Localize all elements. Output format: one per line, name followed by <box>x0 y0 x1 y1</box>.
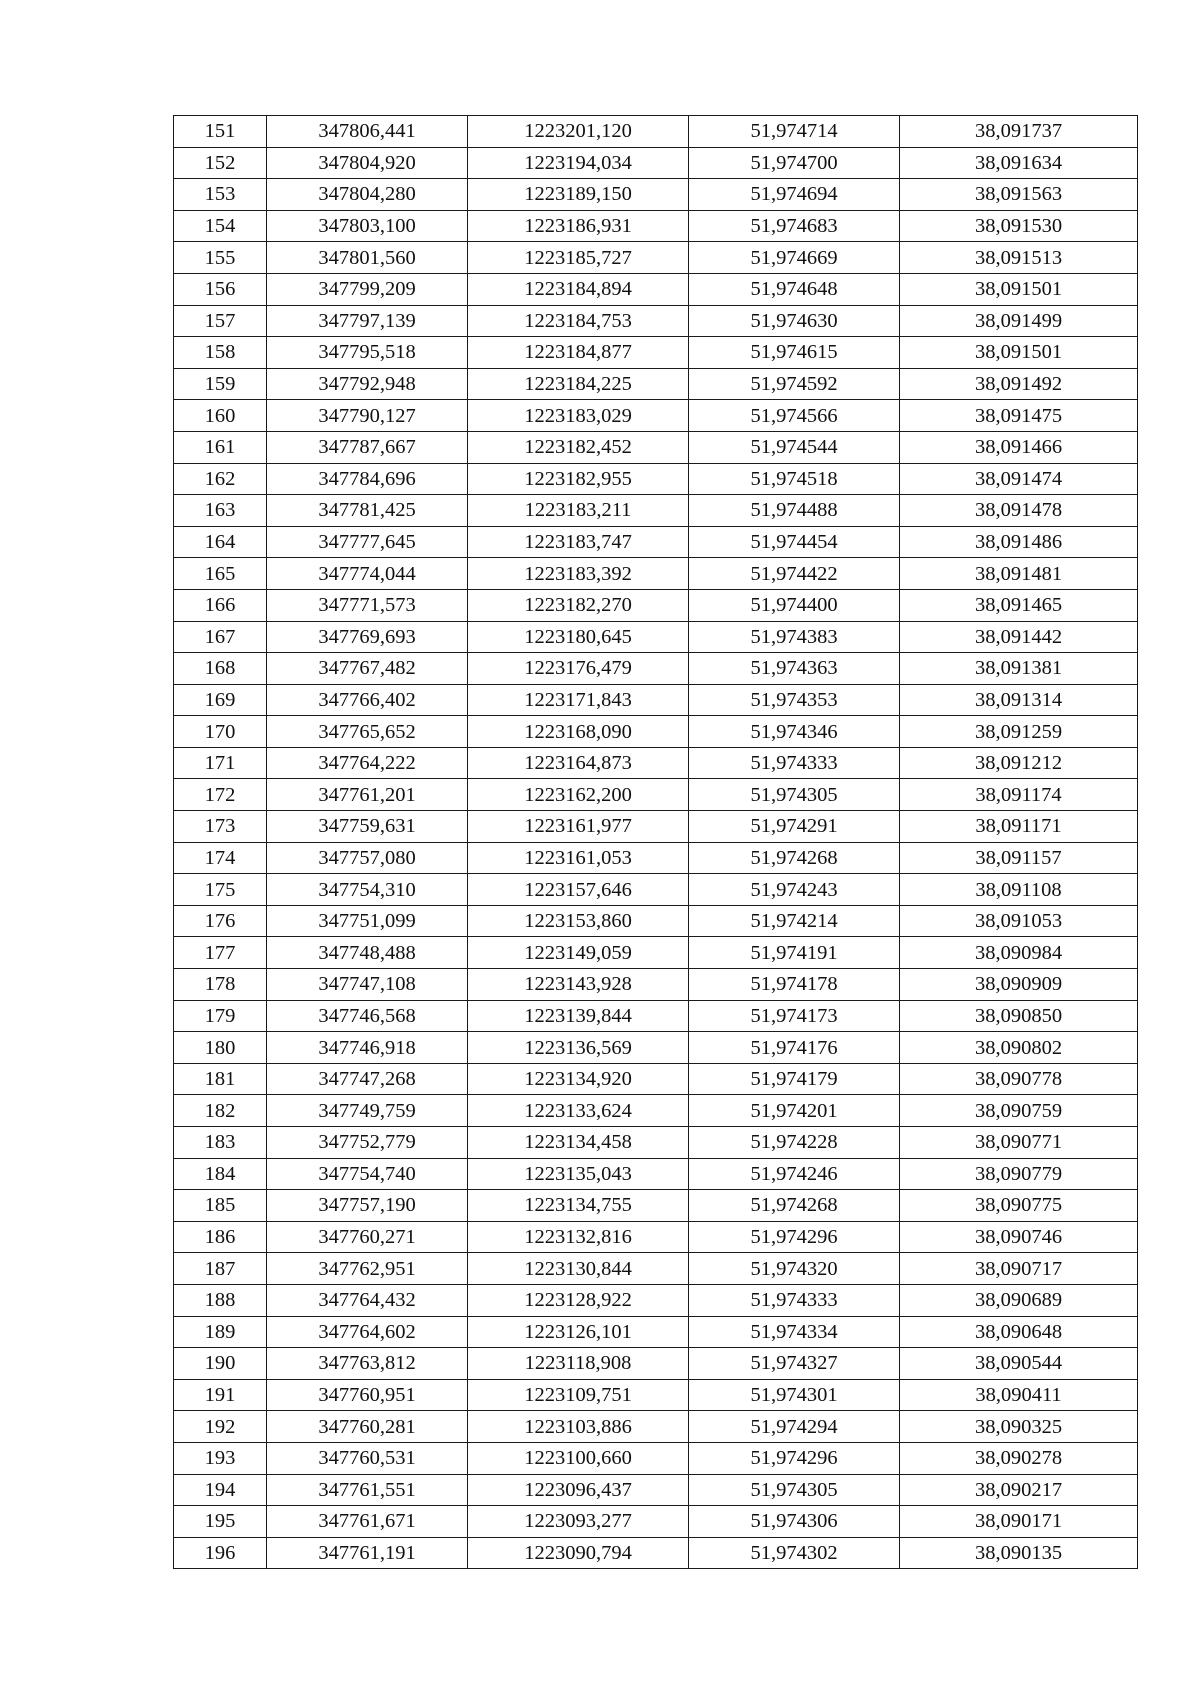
y-coordinate-cell: 1223182,270 <box>468 589 689 621</box>
y-coordinate-cell: 1223134,755 <box>468 1190 689 1222</box>
y-coordinate-cell: 1223135,043 <box>468 1158 689 1190</box>
x-coordinate-cell: 347749,759 <box>267 1095 468 1127</box>
latitude-cell: 51,974544 <box>689 431 900 463</box>
longitude-cell: 38,090802 <box>900 1032 1138 1064</box>
point-number-cell: 178 <box>174 969 267 1001</box>
point-number-cell: 161 <box>174 431 267 463</box>
point-number-cell: 153 <box>174 179 267 211</box>
point-number-cell: 174 <box>174 842 267 874</box>
longitude-cell: 38,091737 <box>900 116 1138 148</box>
table-row <box>174 874 1138 906</box>
point-number-cell: 157 <box>174 305 267 337</box>
y-coordinate-cell: 1223149,059 <box>468 937 689 969</box>
y-coordinate-cell: 1223171,843 <box>468 684 689 716</box>
table-row <box>174 1506 1138 1538</box>
latitude-cell: 51,974268 <box>689 1190 900 1222</box>
latitude-cell: 51,974714 <box>689 116 900 148</box>
x-coordinate-cell: 347766,402 <box>267 684 468 716</box>
y-coordinate-cell: 1223096,437 <box>468 1474 689 1506</box>
latitude-cell: 51,974301 <box>689 1379 900 1411</box>
latitude-cell: 51,974566 <box>689 400 900 432</box>
table-row <box>174 1000 1138 1032</box>
y-coordinate-cell: 1223134,920 <box>468 1063 689 1095</box>
longitude-cell: 38,091501 <box>900 273 1138 305</box>
table-row <box>174 558 1138 590</box>
x-coordinate-cell: 347764,222 <box>267 747 468 779</box>
table-row <box>174 779 1138 811</box>
y-coordinate-cell: 1223182,955 <box>468 463 689 495</box>
x-coordinate-cell: 347804,280 <box>267 179 468 211</box>
x-coordinate-cell: 347754,740 <box>267 1158 468 1190</box>
x-coordinate-cell: 347764,602 <box>267 1316 468 1348</box>
y-coordinate-cell: 1223128,922 <box>468 1284 689 1316</box>
longitude-cell: 38,090775 <box>900 1190 1138 1222</box>
y-coordinate-cell: 1223184,894 <box>468 273 689 305</box>
longitude-cell: 38,090648 <box>900 1316 1138 1348</box>
y-coordinate-cell: 1223161,977 <box>468 811 689 843</box>
x-coordinate-cell: 347799,209 <box>267 273 468 305</box>
latitude-cell: 51,974294 <box>689 1411 900 1443</box>
table-row <box>174 1063 1138 1095</box>
table-row <box>174 1158 1138 1190</box>
point-number-cell: 186 <box>174 1221 267 1253</box>
point-number-cell: 193 <box>174 1442 267 1474</box>
latitude-cell: 51,974488 <box>689 495 900 527</box>
longitude-cell: 38,090850 <box>900 1000 1138 1032</box>
x-coordinate-cell: 347769,693 <box>267 621 468 653</box>
latitude-cell: 51,974615 <box>689 337 900 369</box>
longitude-cell: 38,091442 <box>900 621 1138 653</box>
table-row <box>174 1032 1138 1064</box>
point-number-cell: 168 <box>174 653 267 685</box>
point-number-cell: 180 <box>174 1032 267 1064</box>
x-coordinate-cell: 347760,531 <box>267 1442 468 1474</box>
latitude-cell: 51,974327 <box>689 1348 900 1380</box>
y-coordinate-cell: 1223126,101 <box>468 1316 689 1348</box>
x-coordinate-cell: 347806,441 <box>267 116 468 148</box>
latitude-cell: 51,974346 <box>689 716 900 748</box>
longitude-cell: 38,091474 <box>900 463 1138 495</box>
latitude-cell: 51,974353 <box>689 684 900 716</box>
longitude-cell: 38,090325 <box>900 1411 1138 1443</box>
longitude-cell: 38,091466 <box>900 431 1138 463</box>
y-coordinate-cell: 1223183,747 <box>468 526 689 558</box>
table-row <box>174 1411 1138 1443</box>
table-row <box>174 495 1138 527</box>
longitude-cell: 38,091501 <box>900 337 1138 369</box>
point-number-cell: 182 <box>174 1095 267 1127</box>
latitude-cell: 51,974630 <box>689 305 900 337</box>
latitude-cell: 51,974363 <box>689 653 900 685</box>
y-coordinate-cell: 1223109,751 <box>468 1379 689 1411</box>
table-row <box>174 842 1138 874</box>
point-number-cell: 167 <box>174 621 267 653</box>
y-coordinate-cell: 1223182,452 <box>468 431 689 463</box>
x-coordinate-cell: 347760,951 <box>267 1379 468 1411</box>
point-number-cell: 188 <box>174 1284 267 1316</box>
latitude-cell: 51,974296 <box>689 1442 900 1474</box>
x-coordinate-cell: 347757,190 <box>267 1190 468 1222</box>
table-row <box>174 937 1138 969</box>
table-row <box>174 1127 1138 1159</box>
longitude-cell: 38,091108 <box>900 874 1138 906</box>
latitude-cell: 51,974333 <box>689 1284 900 1316</box>
table-row <box>174 337 1138 369</box>
y-coordinate-cell: 1223201,120 <box>468 116 689 148</box>
latitude-cell: 51,974669 <box>689 242 900 274</box>
y-coordinate-cell: 1223194,034 <box>468 147 689 179</box>
longitude-cell: 38,091492 <box>900 368 1138 400</box>
longitude-cell: 38,091314 <box>900 684 1138 716</box>
longitude-cell: 38,090746 <box>900 1221 1138 1253</box>
point-number-cell: 162 <box>174 463 267 495</box>
latitude-cell: 51,974302 <box>689 1537 900 1569</box>
x-coordinate-cell: 347761,551 <box>267 1474 468 1506</box>
x-coordinate-cell: 347765,652 <box>267 716 468 748</box>
y-coordinate-cell: 1223133,624 <box>468 1095 689 1127</box>
x-coordinate-cell: 347746,568 <box>267 1000 468 1032</box>
point-number-cell: 187 <box>174 1253 267 1285</box>
longitude-cell: 38,090135 <box>900 1537 1138 1569</box>
x-coordinate-cell: 347754,310 <box>267 874 468 906</box>
x-coordinate-cell: 347792,948 <box>267 368 468 400</box>
longitude-cell: 38,091530 <box>900 210 1138 242</box>
latitude-cell: 51,974296 <box>689 1221 900 1253</box>
x-coordinate-cell: 347777,645 <box>267 526 468 558</box>
longitude-cell: 38,091174 <box>900 779 1138 811</box>
point-number-cell: 173 <box>174 811 267 843</box>
longitude-cell: 38,091157 <box>900 842 1138 874</box>
table-row <box>174 1348 1138 1380</box>
x-coordinate-cell: 347764,432 <box>267 1284 468 1316</box>
latitude-cell: 51,974320 <box>689 1253 900 1285</box>
x-coordinate-cell: 347761,191 <box>267 1537 468 1569</box>
y-coordinate-cell: 1223185,727 <box>468 242 689 274</box>
y-coordinate-cell: 1223183,392 <box>468 558 689 590</box>
latitude-cell: 51,974518 <box>689 463 900 495</box>
y-coordinate-cell: 1223184,753 <box>468 305 689 337</box>
x-coordinate-cell: 347774,044 <box>267 558 468 590</box>
x-coordinate-cell: 347757,080 <box>267 842 468 874</box>
x-coordinate-cell: 347787,667 <box>267 431 468 463</box>
x-coordinate-cell: 347763,812 <box>267 1348 468 1380</box>
table-row <box>174 431 1138 463</box>
latitude-cell: 51,974306 <box>689 1506 900 1538</box>
x-coordinate-cell: 347759,631 <box>267 811 468 843</box>
point-number-cell: 195 <box>174 1506 267 1538</box>
latitude-cell: 51,974383 <box>689 621 900 653</box>
point-number-cell: 170 <box>174 716 267 748</box>
y-coordinate-cell: 1223162,200 <box>468 779 689 811</box>
point-number-cell: 166 <box>174 589 267 621</box>
x-coordinate-cell: 347803,100 <box>267 210 468 242</box>
y-coordinate-cell: 1223153,860 <box>468 905 689 937</box>
coordinates-table-body <box>174 116 1138 1569</box>
table-row <box>174 1095 1138 1127</box>
y-coordinate-cell: 1223118,908 <box>468 1348 689 1380</box>
y-coordinate-cell: 1223132,816 <box>468 1221 689 1253</box>
table-row <box>174 116 1138 148</box>
latitude-cell: 51,974305 <box>689 1474 900 1506</box>
longitude-cell: 38,090171 <box>900 1506 1138 1538</box>
latitude-cell: 51,974592 <box>689 368 900 400</box>
latitude-cell: 51,974694 <box>689 179 900 211</box>
y-coordinate-cell: 1223157,646 <box>468 874 689 906</box>
latitude-cell: 51,974246 <box>689 1158 900 1190</box>
longitude-cell: 38,091513 <box>900 242 1138 274</box>
longitude-cell: 38,091634 <box>900 147 1138 179</box>
table-row <box>174 1379 1138 1411</box>
longitude-cell: 38,091053 <box>900 905 1138 937</box>
x-coordinate-cell: 347762,951 <box>267 1253 468 1285</box>
y-coordinate-cell: 1223093,277 <box>468 1506 689 1538</box>
y-coordinate-cell: 1223090,794 <box>468 1537 689 1569</box>
table-row <box>174 368 1138 400</box>
point-number-cell: 177 <box>174 937 267 969</box>
y-coordinate-cell: 1223139,844 <box>468 1000 689 1032</box>
point-number-cell: 190 <box>174 1348 267 1380</box>
y-coordinate-cell: 1223161,053 <box>468 842 689 874</box>
point-number-cell: 175 <box>174 874 267 906</box>
point-number-cell: 152 <box>174 147 267 179</box>
x-coordinate-cell: 347747,108 <box>267 969 468 1001</box>
latitude-cell: 51,974201 <box>689 1095 900 1127</box>
latitude-cell: 51,974243 <box>689 874 900 906</box>
table-row <box>174 905 1138 937</box>
table-row <box>174 747 1138 779</box>
longitude-cell: 38,091171 <box>900 811 1138 843</box>
y-coordinate-cell: 1223143,928 <box>468 969 689 1001</box>
longitude-cell: 38,091259 <box>900 716 1138 748</box>
longitude-cell: 38,090544 <box>900 1348 1138 1380</box>
table-row <box>174 716 1138 748</box>
y-coordinate-cell: 1223134,458 <box>468 1127 689 1159</box>
x-coordinate-cell: 347795,518 <box>267 337 468 369</box>
table-row <box>174 273 1138 305</box>
table-row <box>174 242 1138 274</box>
coordinates-table <box>173 115 1138 1569</box>
longitude-cell: 38,091481 <box>900 558 1138 590</box>
x-coordinate-cell: 347746,918 <box>267 1032 468 1064</box>
table-row <box>174 684 1138 716</box>
longitude-cell: 38,090909 <box>900 969 1138 1001</box>
longitude-cell: 38,090411 <box>900 1379 1138 1411</box>
table-row <box>174 1316 1138 1348</box>
y-coordinate-cell: 1223180,645 <box>468 621 689 653</box>
point-number-cell: 176 <box>174 905 267 937</box>
x-coordinate-cell: 347761,671 <box>267 1506 468 1538</box>
latitude-cell: 51,974700 <box>689 147 900 179</box>
x-coordinate-cell: 347761,201 <box>267 779 468 811</box>
table-row <box>174 400 1138 432</box>
table-row <box>174 589 1138 621</box>
longitude-cell: 38,091478 <box>900 495 1138 527</box>
longitude-cell: 38,091499 <box>900 305 1138 337</box>
x-coordinate-cell: 347747,268 <box>267 1063 468 1095</box>
latitude-cell: 51,974683 <box>689 210 900 242</box>
point-number-cell: 192 <box>174 1411 267 1443</box>
x-coordinate-cell: 347760,271 <box>267 1221 468 1253</box>
table-row <box>174 526 1138 558</box>
longitude-cell: 38,091486 <box>900 526 1138 558</box>
table-row <box>174 1474 1138 1506</box>
table-row <box>174 1190 1138 1222</box>
y-coordinate-cell: 1223130,844 <box>468 1253 689 1285</box>
point-number-cell: 196 <box>174 1537 267 1569</box>
point-number-cell: 154 <box>174 210 267 242</box>
point-number-cell: 158 <box>174 337 267 369</box>
point-number-cell: 169 <box>174 684 267 716</box>
longitude-cell: 38,090717 <box>900 1253 1138 1285</box>
longitude-cell: 38,090779 <box>900 1158 1138 1190</box>
y-coordinate-cell: 1223176,479 <box>468 653 689 685</box>
y-coordinate-cell: 1223100,660 <box>468 1442 689 1474</box>
point-number-cell: 179 <box>174 1000 267 1032</box>
y-coordinate-cell: 1223136,569 <box>468 1032 689 1064</box>
table-row <box>174 811 1138 843</box>
longitude-cell: 38,091563 <box>900 179 1138 211</box>
point-number-cell: 156 <box>174 273 267 305</box>
y-coordinate-cell: 1223184,877 <box>468 337 689 369</box>
point-number-cell: 194 <box>174 1474 267 1506</box>
y-coordinate-cell: 1223103,886 <box>468 1411 689 1443</box>
longitude-cell: 38,090778 <box>900 1063 1138 1095</box>
longitude-cell: 38,091212 <box>900 747 1138 779</box>
x-coordinate-cell: 347784,696 <box>267 463 468 495</box>
longitude-cell: 38,090689 <box>900 1284 1138 1316</box>
latitude-cell: 51,974454 <box>689 526 900 558</box>
latitude-cell: 51,974191 <box>689 937 900 969</box>
table-row <box>174 305 1138 337</box>
x-coordinate-cell: 347771,573 <box>267 589 468 621</box>
x-coordinate-cell: 347790,127 <box>267 400 468 432</box>
latitude-cell: 51,974305 <box>689 779 900 811</box>
table-row <box>174 210 1138 242</box>
table-row <box>174 969 1138 1001</box>
y-coordinate-cell: 1223184,225 <box>468 368 689 400</box>
latitude-cell: 51,974400 <box>689 589 900 621</box>
table-row <box>174 653 1138 685</box>
longitude-cell: 38,091465 <box>900 589 1138 621</box>
latitude-cell: 51,974178 <box>689 969 900 1001</box>
point-number-cell: 172 <box>174 779 267 811</box>
point-number-cell: 151 <box>174 116 267 148</box>
y-coordinate-cell: 1223183,029 <box>468 400 689 432</box>
latitude-cell: 51,974176 <box>689 1032 900 1064</box>
x-coordinate-cell: 347752,779 <box>267 1127 468 1159</box>
table-row <box>174 1221 1138 1253</box>
longitude-cell: 38,091381 <box>900 653 1138 685</box>
latitude-cell: 51,974648 <box>689 273 900 305</box>
point-number-cell: 163 <box>174 495 267 527</box>
latitude-cell: 51,974173 <box>689 1000 900 1032</box>
table-row <box>174 147 1138 179</box>
point-number-cell: 184 <box>174 1158 267 1190</box>
x-coordinate-cell: 347760,281 <box>267 1411 468 1443</box>
latitude-cell: 51,974291 <box>689 811 900 843</box>
point-number-cell: 191 <box>174 1379 267 1411</box>
point-number-cell: 159 <box>174 368 267 400</box>
point-number-cell: 155 <box>174 242 267 274</box>
y-coordinate-cell: 1223168,090 <box>468 716 689 748</box>
latitude-cell: 51,974228 <box>689 1127 900 1159</box>
point-number-cell: 165 <box>174 558 267 590</box>
latitude-cell: 51,974334 <box>689 1316 900 1348</box>
latitude-cell: 51,974214 <box>689 905 900 937</box>
longitude-cell: 38,090278 <box>900 1442 1138 1474</box>
latitude-cell: 51,974333 <box>689 747 900 779</box>
longitude-cell: 38,090984 <box>900 937 1138 969</box>
point-number-cell: 164 <box>174 526 267 558</box>
x-coordinate-cell: 347801,560 <box>267 242 468 274</box>
point-number-cell: 183 <box>174 1127 267 1159</box>
x-coordinate-cell: 347751,099 <box>267 905 468 937</box>
table-row <box>174 621 1138 653</box>
table-row <box>174 1253 1138 1285</box>
table-row <box>174 179 1138 211</box>
x-coordinate-cell: 347781,425 <box>267 495 468 527</box>
point-number-cell: 181 <box>174 1063 267 1095</box>
point-number-cell: 185 <box>174 1190 267 1222</box>
y-coordinate-cell: 1223186,931 <box>468 210 689 242</box>
longitude-cell: 38,090771 <box>900 1127 1138 1159</box>
x-coordinate-cell: 347797,139 <box>267 305 468 337</box>
table-row <box>174 1442 1138 1474</box>
x-coordinate-cell: 347748,488 <box>267 937 468 969</box>
y-coordinate-cell: 1223164,873 <box>468 747 689 779</box>
x-coordinate-cell: 347767,482 <box>267 653 468 685</box>
point-number-cell: 189 <box>174 1316 267 1348</box>
x-coordinate-cell: 347804,920 <box>267 147 468 179</box>
latitude-cell: 51,974268 <box>689 842 900 874</box>
longitude-cell: 38,091475 <box>900 400 1138 432</box>
table-row <box>174 1537 1138 1569</box>
longitude-cell: 38,090759 <box>900 1095 1138 1127</box>
point-number-cell: 171 <box>174 747 267 779</box>
table-row <box>174 1284 1138 1316</box>
latitude-cell: 51,974179 <box>689 1063 900 1095</box>
latitude-cell: 51,974422 <box>689 558 900 590</box>
y-coordinate-cell: 1223189,150 <box>468 179 689 211</box>
longitude-cell: 38,090217 <box>900 1474 1138 1506</box>
point-number-cell: 160 <box>174 400 267 432</box>
y-coordinate-cell: 1223183,211 <box>468 495 689 527</box>
table-row <box>174 463 1138 495</box>
